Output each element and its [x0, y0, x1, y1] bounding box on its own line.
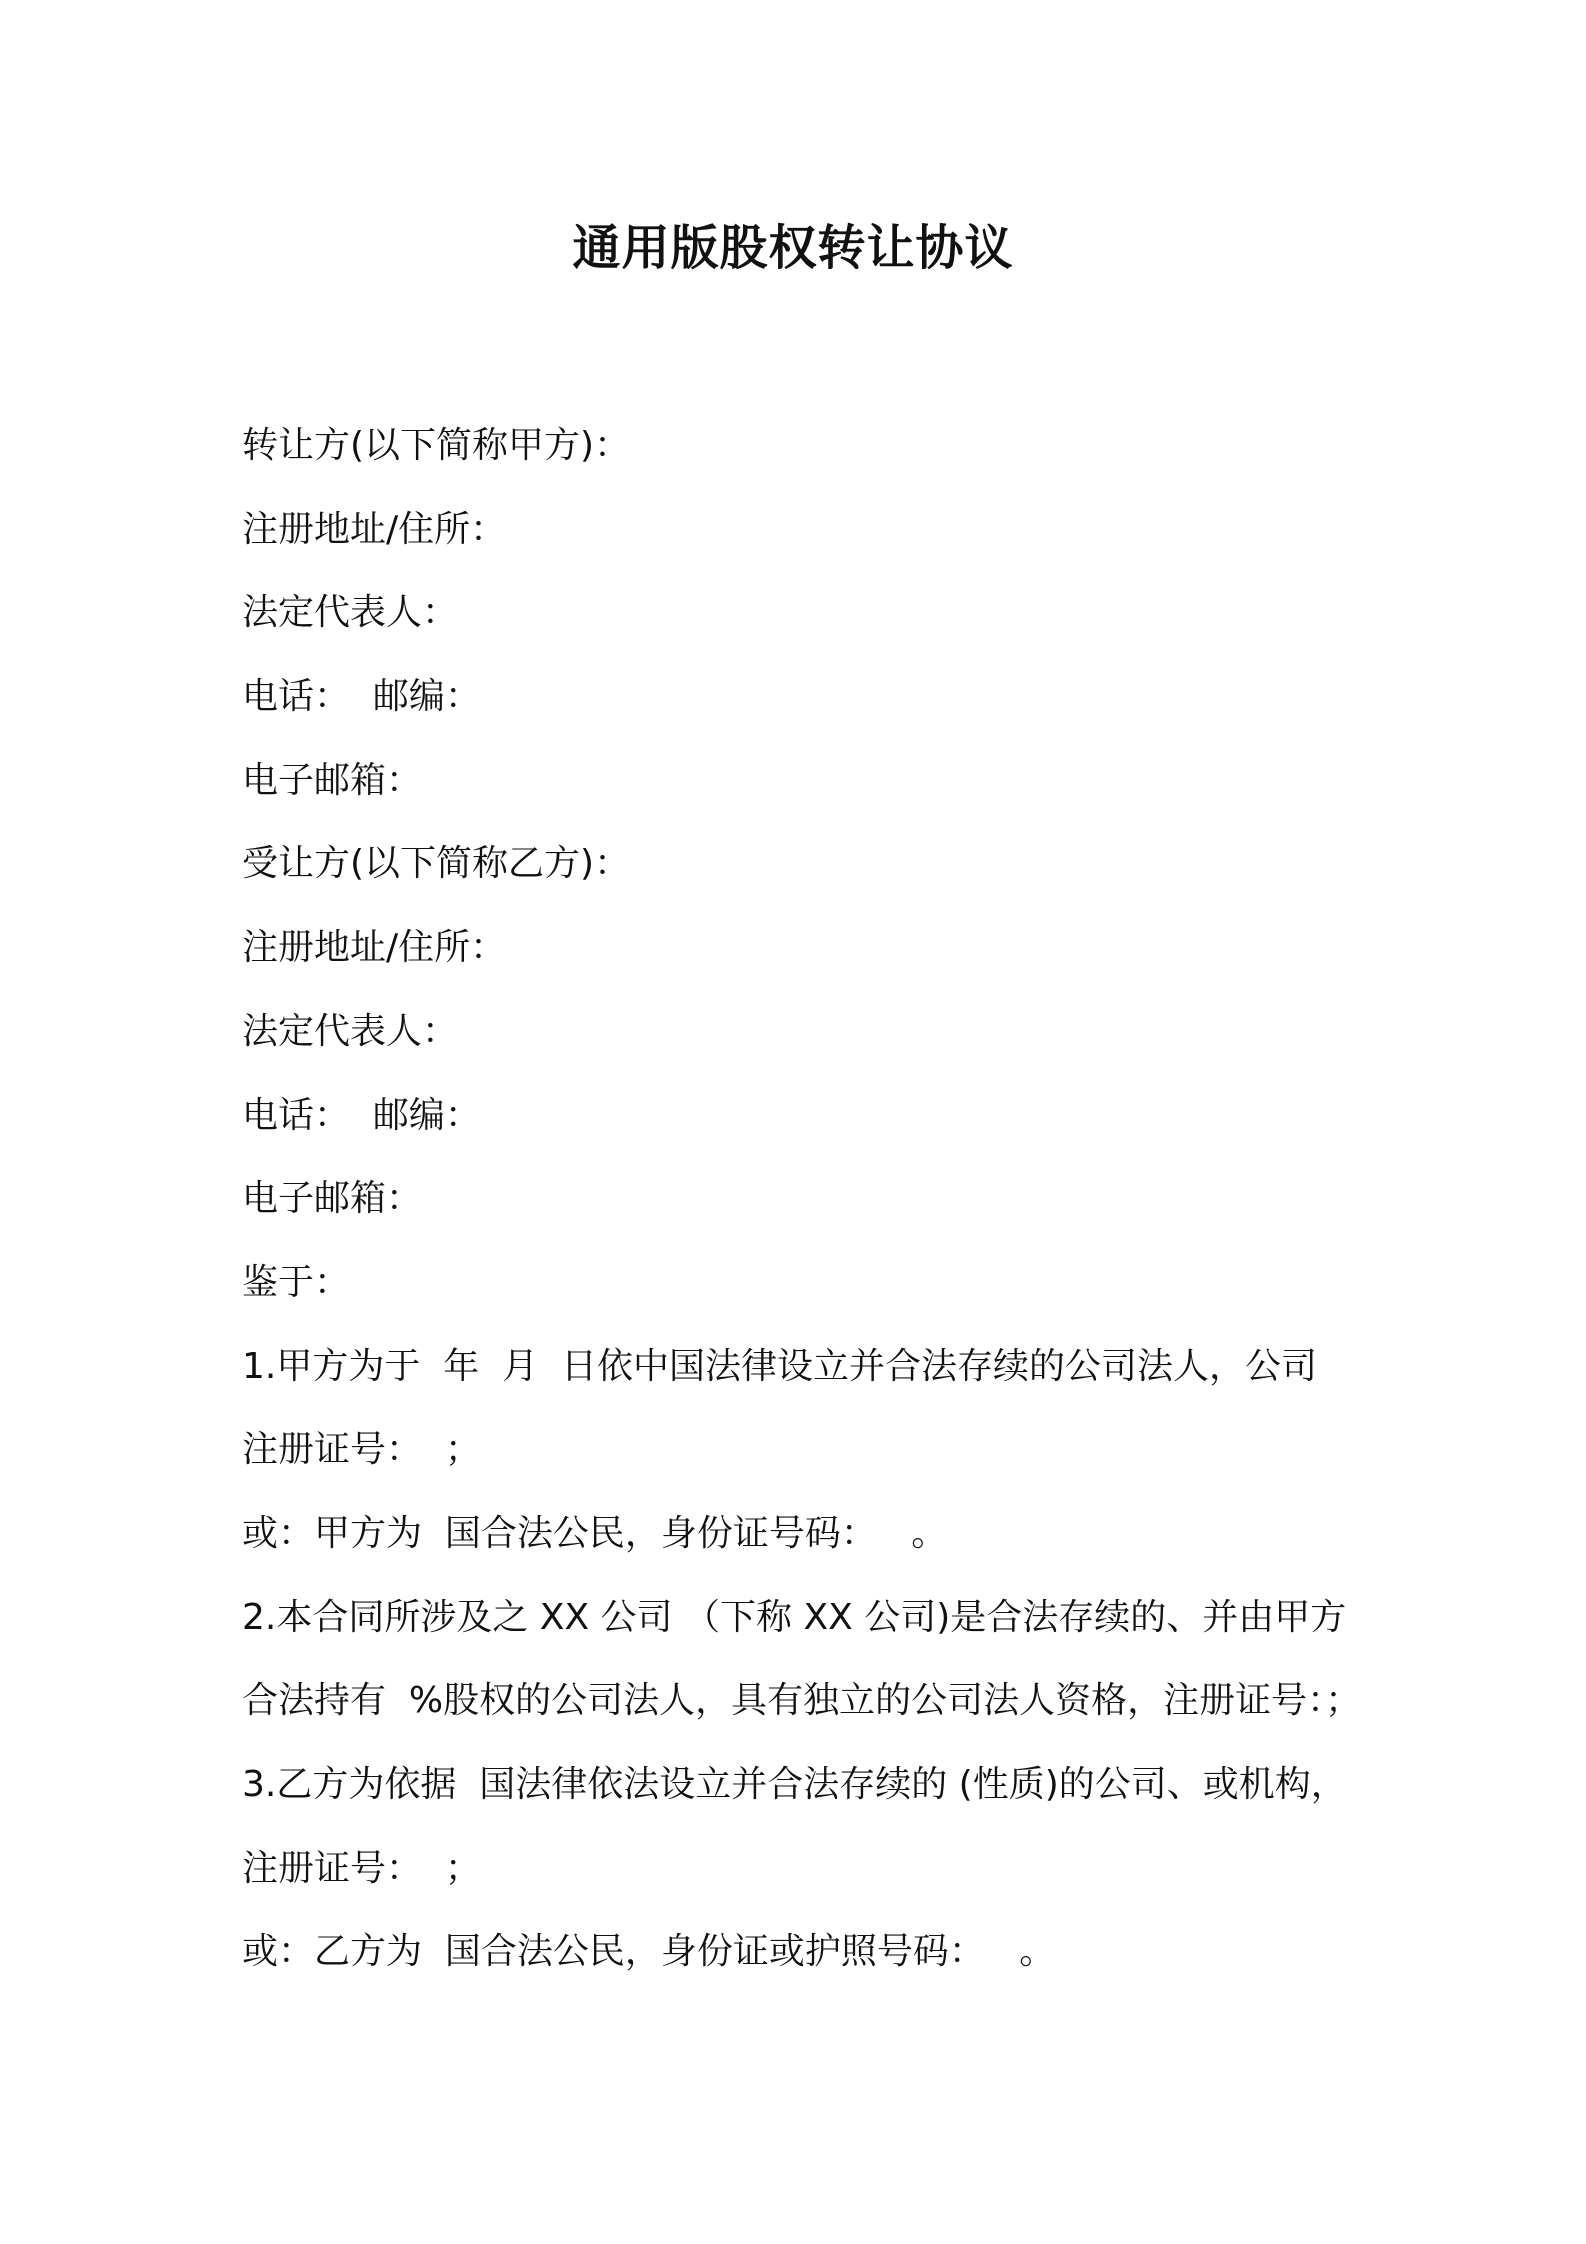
recital-1-line-2: 注册证号： ； — [242, 1429, 481, 1471]
recital-1-alternative: 或：甲方为 国合法公民，身份证号码： 。 — [242, 1512, 948, 1554]
transferor-legal-rep-label: 法定代表人： — [242, 592, 459, 634]
document-body — [242, 404, 1392, 1994]
transferee-legal-rep-label: 法定代表人： — [242, 1010, 459, 1052]
transferee-label: 受让方(以下简称乙方)： — [242, 843, 631, 885]
recital-2-line-1: 2.本合同所涉及之 XX 公司 （下称 XX 公司)是合法存续的、并由甲方 — [242, 1596, 1347, 1638]
transferee-email-label: 电子邮箱： — [242, 1178, 423, 1220]
recital-3-alternative: 或：乙方为 国合法公民，身份证或护照号码： 。 — [242, 1931, 1056, 1973]
recital-1-line-1: 1.甲方为于 年 月 日依中国法律设立并合法存续的公司法人，公司 — [242, 1345, 1318, 1387]
transferor-label: 转让方(以下简称甲方)： — [242, 425, 631, 466]
document-title: 通用版股权转让协议 — [572, 220, 1014, 276]
recital-3-line-1: 3.乙方为依据 国法律依法设立并合法存续的 (性质)的公司、或机构， — [242, 1764, 1347, 1805]
transferor-address-label: 注册地址/住所： — [242, 508, 507, 550]
transferee-phone-postcode-label: 电话： 邮编： — [242, 1094, 481, 1136]
transferor-email-label: 电子邮箱： — [242, 759, 423, 801]
recital-3-line-2: 注册证号： ； — [242, 1847, 481, 1889]
recital-2-line-2: 合法持有 %股权的公司法人，具有独立的公司法人资格，注册证号：； — [242, 1680, 1362, 1722]
whereas-heading: 鉴于： — [242, 1261, 351, 1303]
transferor-phone-postcode-label: 电话： 邮编： — [242, 676, 481, 718]
transferee-address-label: 注册地址/住所： — [242, 927, 507, 969]
